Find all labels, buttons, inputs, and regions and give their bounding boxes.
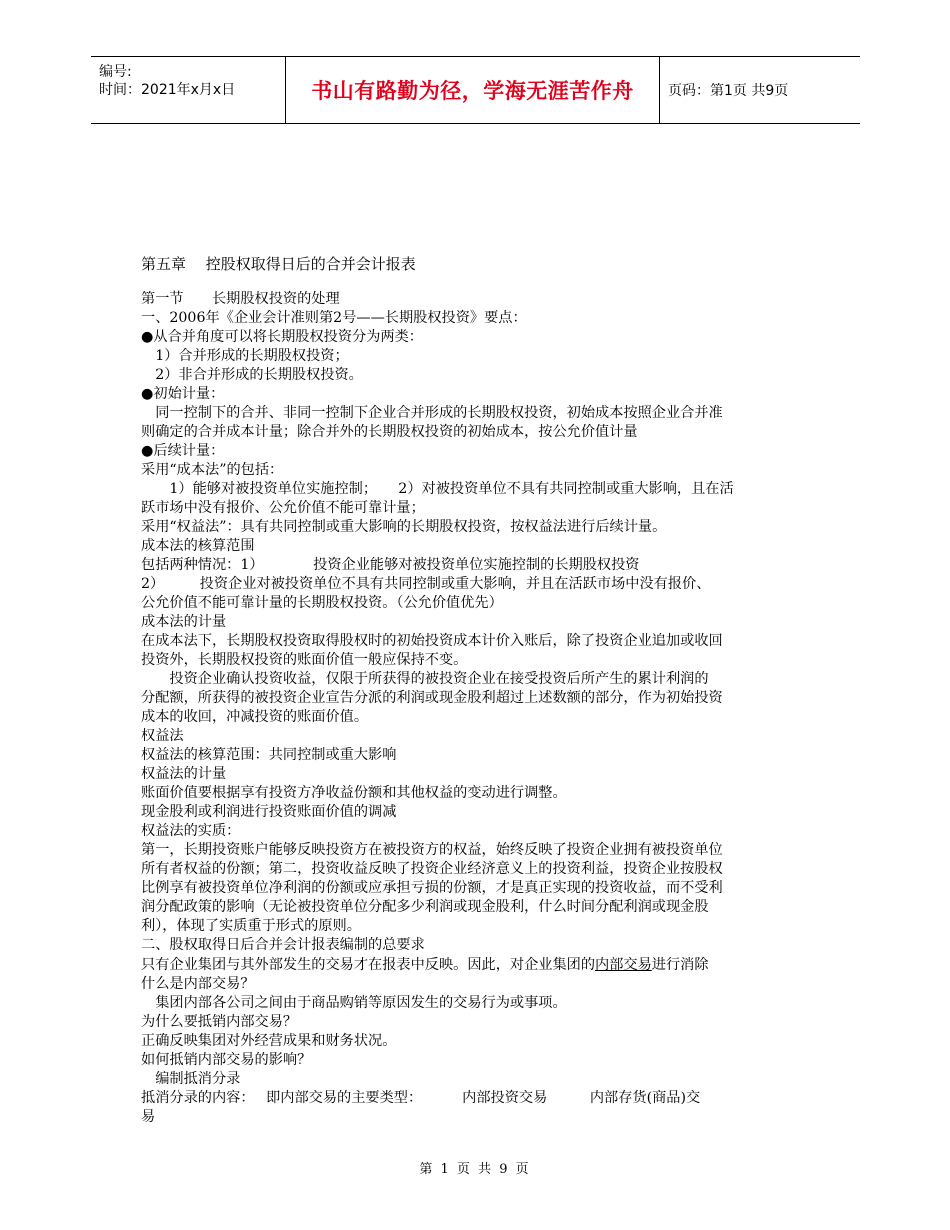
text-line: 成本法的核算范围 bbox=[141, 538, 255, 554]
motto-text: 书山有路勤为径，学海无涯苦作舟 bbox=[311, 79, 634, 103]
text-line: ●后续计量： bbox=[141, 443, 225, 459]
text-line: ●初始计量： bbox=[141, 386, 225, 402]
header-table bbox=[91, 56, 860, 124]
text-line: 第一节 长期股权投资的处理 bbox=[141, 291, 340, 307]
text-line: 为什么要抵销内部交易？ bbox=[141, 1014, 298, 1030]
text-line: 润分配政策的影响（无论被投资单位分配多少利润或现金股利，什么时间分配利润或现金股 bbox=[141, 899, 709, 915]
text-line: 采用“权益法”：具有共同控制或重大影响的长期股权投资，按权益法进行后续计量。 bbox=[141, 519, 667, 535]
text-line: ●从合并角度可以将长期股权投资分为两类： bbox=[141, 329, 423, 345]
text-line: 抵消分录的内容： 即内部交易的主要类型： 内部投资交易 内部存货(商品)交 bbox=[141, 1090, 701, 1106]
text-line: 第一，长期投资账户能够反映投资方在被投资方的权益，始终反映了投资企业拥有被投资单位 bbox=[141, 842, 723, 858]
text-line: 权益法 bbox=[141, 728, 184, 744]
text-line: 则确定的合并成本计量；除合并外的长期股权投资的初始成本，按公允价值计量 bbox=[141, 424, 638, 440]
number-label: 编号: bbox=[99, 64, 132, 80]
elim-after: 进行消除 bbox=[651, 957, 709, 973]
text-line: 一、2006年《企业会计准则第2号——长期股权投资》要点： bbox=[141, 310, 527, 326]
chapter-title: 第五章 控股权取得日后的合并会计报表 bbox=[141, 255, 416, 273]
text-line: 包括两种情况：1） 投资企业能够对被投资单位实施控制的长期股权投资 bbox=[141, 557, 640, 573]
header-right-cell bbox=[660, 57, 860, 123]
text-line: 在成本法下，长期股权投资取得股权时的初始投资成本计价入账后，除了投资企业追加或收回 bbox=[141, 633, 723, 649]
text-line: 什么是内部交易？ bbox=[141, 976, 255, 992]
page-footer: 第 1 页 共 9 页 bbox=[419, 1162, 531, 1177]
time-label: 时间：2021年x月x日 bbox=[99, 82, 236, 98]
text-line: 现金股利或利润进行投资账面价值的调减 bbox=[141, 804, 397, 820]
header-left-cell bbox=[91, 57, 286, 123]
text-line: 2）非合并形成的长期股权投资。 bbox=[141, 367, 363, 383]
text-line: 比例享有被投资单位净利润的份额或应承担亏损的份额，才是真正实现的投资收益，而不受利 bbox=[141, 880, 723, 896]
text-line: 权益法的计量 bbox=[141, 766, 227, 782]
text-line: 二、股权取得日后合并会计报表编制的总要求 bbox=[141, 937, 425, 953]
text-line: 2） 投资企业对被投资单位不具有共同控制或重大影响，并且在活跃市场中没有报价、 bbox=[141, 576, 711, 592]
text-line: 成本的收回，冲减投资的账面价值。 bbox=[141, 709, 369, 725]
text-line: 投资外，长期股权投资的账面价值一般应保持不变。 bbox=[141, 652, 468, 668]
text-line: 1）能够对被投资单位实施控制； 2）对被投资单位不具有共同控制或重大影响，且在活 bbox=[141, 481, 734, 497]
text-line: 所有者权益的份额；第二，投资收益反映了投资企业经济意义上的投资利益，投资企业按股权 bbox=[141, 861, 723, 877]
text-line: 公允价值不能可靠计量的长期股权投资。（公允价值优先） bbox=[141, 595, 503, 611]
text-line: 分配额，所获得的被投资企业宣告分派的利润或现金股利超过上述数额的部分，作为初始投资 bbox=[141, 690, 723, 706]
text-line: 1）合并形成的长期股权投资； bbox=[141, 348, 349, 364]
text-line: 正确反映集团对外经营成果和财务状况。 bbox=[141, 1033, 397, 1049]
text-line: 采用“成本法”的包括： bbox=[141, 462, 284, 478]
text-line: 同一控制下的合并、非同一控制下企业合并形成的长期股权投资，初始成本按照企业合并准 bbox=[141, 405, 723, 421]
text-line: 权益法的核算范围：共同控制或重大影响 bbox=[141, 747, 397, 763]
text-line: 成本法的计量 bbox=[141, 614, 227, 630]
text-line: 如何抵销内部交易的影响？ bbox=[141, 1052, 312, 1068]
text-line: 编制抵消分录 bbox=[141, 1071, 241, 1087]
internal-transaction-link[interactable]: 内部交易 bbox=[595, 957, 652, 973]
header-mid-cell bbox=[286, 57, 660, 123]
text-line: 集团内部各公司之间由于商品购销等原因发生的交易行为或事项。 bbox=[141, 995, 567, 1011]
page-info: 页码：第1页 共9页 bbox=[668, 83, 789, 99]
elim-before: 只有企业集团与其外部发生的交易才在报表中反映。因此，对企业集团的 bbox=[141, 957, 596, 973]
text-line: 利），体现了实质重于形式的原则。 bbox=[141, 918, 361, 934]
text-line: 账面价值要根据享有投资方净收益份额和其他权益的变动进行调整。 bbox=[141, 785, 567, 801]
text-line-elimination bbox=[141, 956, 709, 975]
text-line: 权益法的实质： bbox=[141, 823, 241, 839]
text-line: 易 bbox=[141, 1109, 156, 1125]
text-line: 跃市场中没有报价、公允价值不能可靠计量； bbox=[141, 500, 425, 516]
text-line: 投资企业确认投资收益，仅限于所获得的被投资企业在接受投资后所产生的累计利润的 bbox=[141, 671, 709, 687]
